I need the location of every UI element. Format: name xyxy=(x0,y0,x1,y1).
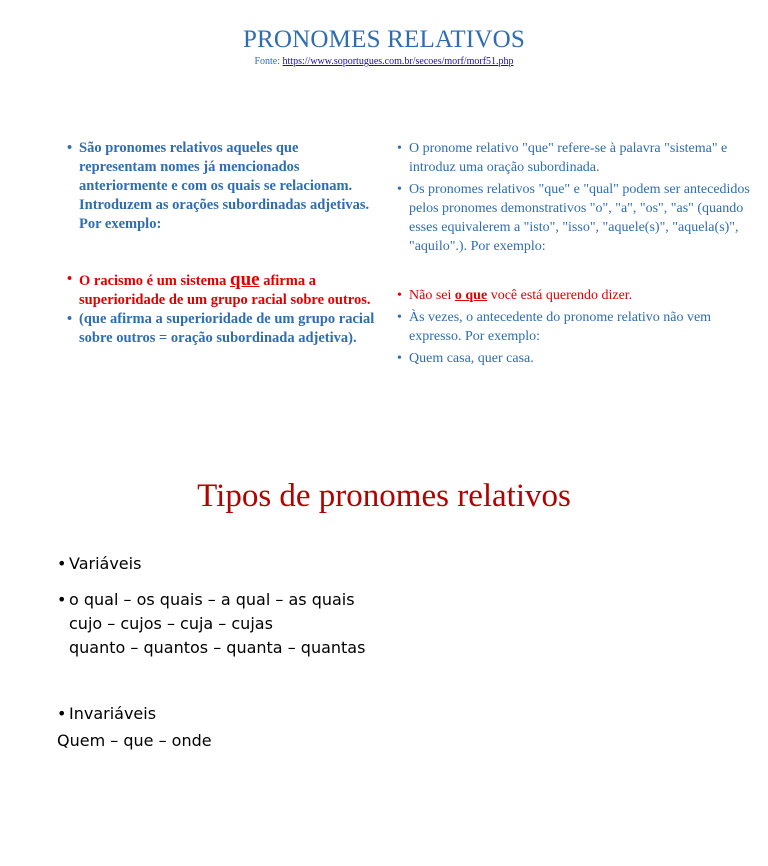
right-example xyxy=(397,286,759,305)
example-after: afirma a superioridade de um grupo racial sobre outros. xyxy=(79,273,371,308)
source-link[interactable]: https://www.soportugues.com.br/secoes/morf/morf51.php xyxy=(282,56,514,67)
left-column xyxy=(67,139,377,348)
variable-line-3: quanto – quantos – quanta – quantas xyxy=(69,638,366,657)
left-intro: • São pronomes relativos aqueles que representam nomes já mencionados anteriormente e com os quais se relacionam. Introduzem as orações subordinadas adjetivas. Por exemplo: xyxy=(67,139,377,234)
page-title: PRONOMES RELATIVOS xyxy=(242,26,526,53)
source-line xyxy=(0,56,768,67)
right-p1: • O pronome relativo "que" refere-se à palavra "sistema" e introduz uma oração subordinada. xyxy=(397,139,759,177)
right-ex-before: Não sei xyxy=(409,288,455,303)
variable-line-1: • o qual – os quais – a qual – as quais xyxy=(69,590,355,609)
invariable-list: Quem – que – onde xyxy=(57,731,212,750)
right-p3: • Às vezes, o antecedente do pronome relativo não vem expresso. Por exemplo: xyxy=(397,308,759,346)
example-que: que xyxy=(230,269,260,290)
variable-label: • Variáveis xyxy=(57,552,707,576)
right-ex-after: você está querendo dizer. xyxy=(487,288,633,303)
types-list xyxy=(57,552,707,726)
example-before: O racismo é um sistema xyxy=(79,273,231,289)
right-p4: • Quem casa, quer casa. xyxy=(397,349,759,368)
variable-forms xyxy=(57,588,707,660)
invariable-label: • Invariáveis xyxy=(57,702,707,726)
right-column xyxy=(397,139,759,371)
right-p2: • Os pronomes relativos "que" e "qual" podem ser antecedidos pelos pronomes demonstrativos "o", "a", "os", "as" (quando esses equivalerem a "isto", "isso", "aquele(s)", "aquela(s)", "aquilo".). Por exemplo: xyxy=(397,180,759,256)
right-ex-que: o que xyxy=(454,288,488,303)
variable-line-2: cujo – cujos – cuja – cujas xyxy=(69,614,273,633)
left-example xyxy=(67,270,377,310)
source-label: Fonte: xyxy=(254,56,281,67)
types-title: Tipos de pronomes relativos xyxy=(197,478,571,514)
left-explanation: • (que afirma a superioridade de um grupo racial sobre outros = oração subordinada adjetiva). xyxy=(67,310,377,348)
